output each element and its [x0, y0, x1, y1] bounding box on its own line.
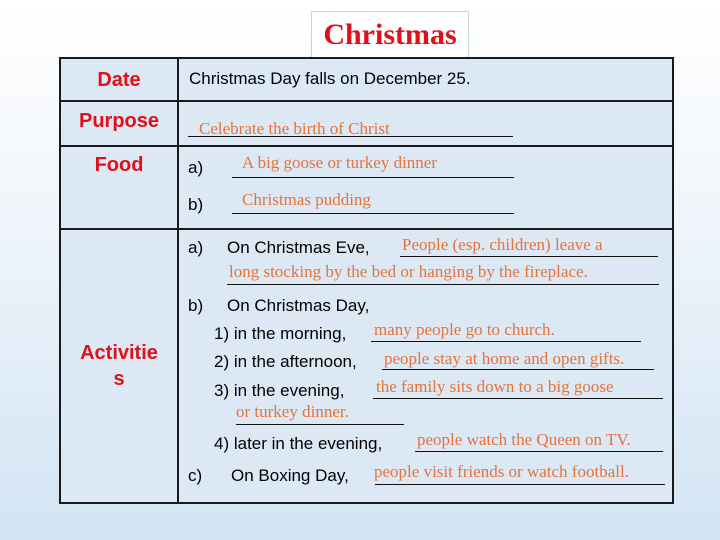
activities-a-answer-line2: long stocking by the bed or hanging by the fireplace.: [229, 262, 588, 281]
date-label-cell: [60, 58, 178, 101]
activities-a-answer-line1: People (esp. children) leave a: [402, 235, 603, 254]
activities-c-marker: c): [188, 466, 203, 485]
morning-prompt: 1) in the morning,: [214, 324, 347, 343]
morning-answer: many people go to church.: [374, 320, 555, 339]
activities-b-prompt: On Christmas Day,: [227, 296, 370, 315]
food-a-answer: A big goose or turkey dinner: [242, 153, 437, 172]
afternoon-answer: people stay at home and open gifts.: [384, 349, 625, 368]
food-b-blank-line: [232, 213, 514, 214]
title-box: [311, 11, 469, 58]
later-answer: people watch the Queen on TV.: [417, 430, 631, 449]
food-content-cell: [178, 146, 673, 229]
date-text: Christmas Day falls on December 25.: [189, 69, 471, 88]
purpose-row: [60, 101, 673, 146]
activities-c-prompt: On Boxing Day,: [231, 466, 349, 485]
purpose-answer: Celebrate the birth of Christ: [199, 119, 390, 138]
evening-blank-line1: [373, 398, 663, 399]
activities-b-marker: b): [188, 296, 204, 315]
activities-label-line1: Activitie: [80, 342, 158, 364]
activities-c-answer: people visit friends or watch football.: [374, 462, 629, 481]
activities-label-line2: s: [113, 368, 125, 390]
activities-row: [60, 229, 673, 503]
activities-a-blank-line2: [227, 284, 659, 285]
activities-a-blank-line1: [400, 256, 658, 257]
evening-answer-line1: the family sits down to a big goose: [376, 377, 614, 396]
worksheet-table: [59, 57, 674, 504]
activities-a-prompt: On Christmas Eve,: [227, 238, 370, 257]
food-label-cell: [60, 146, 178, 229]
evening-blank-line2: [236, 424, 404, 425]
date-row: [60, 58, 673, 101]
evening-prompt: 3) in the evening,: [214, 381, 345, 400]
food-row: [60, 146, 673, 229]
later-prompt: 4) later in the evening,: [214, 434, 383, 453]
later-blank-line: [415, 451, 663, 452]
purpose-content-cell: [178, 101, 673, 146]
food-a-marker: a): [188, 158, 204, 177]
food-b-marker: b): [188, 195, 204, 214]
food-b-answer: Christmas pudding: [242, 190, 371, 209]
activities-content-cell: [178, 229, 673, 503]
activities-a-marker: a): [188, 238, 204, 257]
page-title: Christmas: [323, 17, 457, 51]
activities-label: [61, 340, 177, 392]
afternoon-blank-line: [382, 369, 654, 370]
purpose-label-cell: [60, 101, 178, 146]
evening-answer-line2: or turkey dinner.: [236, 402, 349, 421]
food-label: Food: [94, 154, 144, 176]
activities-label-cell: [60, 229, 178, 503]
purpose-label: Purpose: [78, 110, 160, 132]
morning-blank-line: [371, 341, 641, 342]
activities-c-blank-line: [375, 484, 665, 485]
food-a-blank-line: [232, 177, 514, 178]
afternoon-prompt: 2) in the afternoon,: [214, 352, 357, 371]
date-label: Date: [97, 69, 141, 91]
date-content-cell: [178, 58, 673, 101]
